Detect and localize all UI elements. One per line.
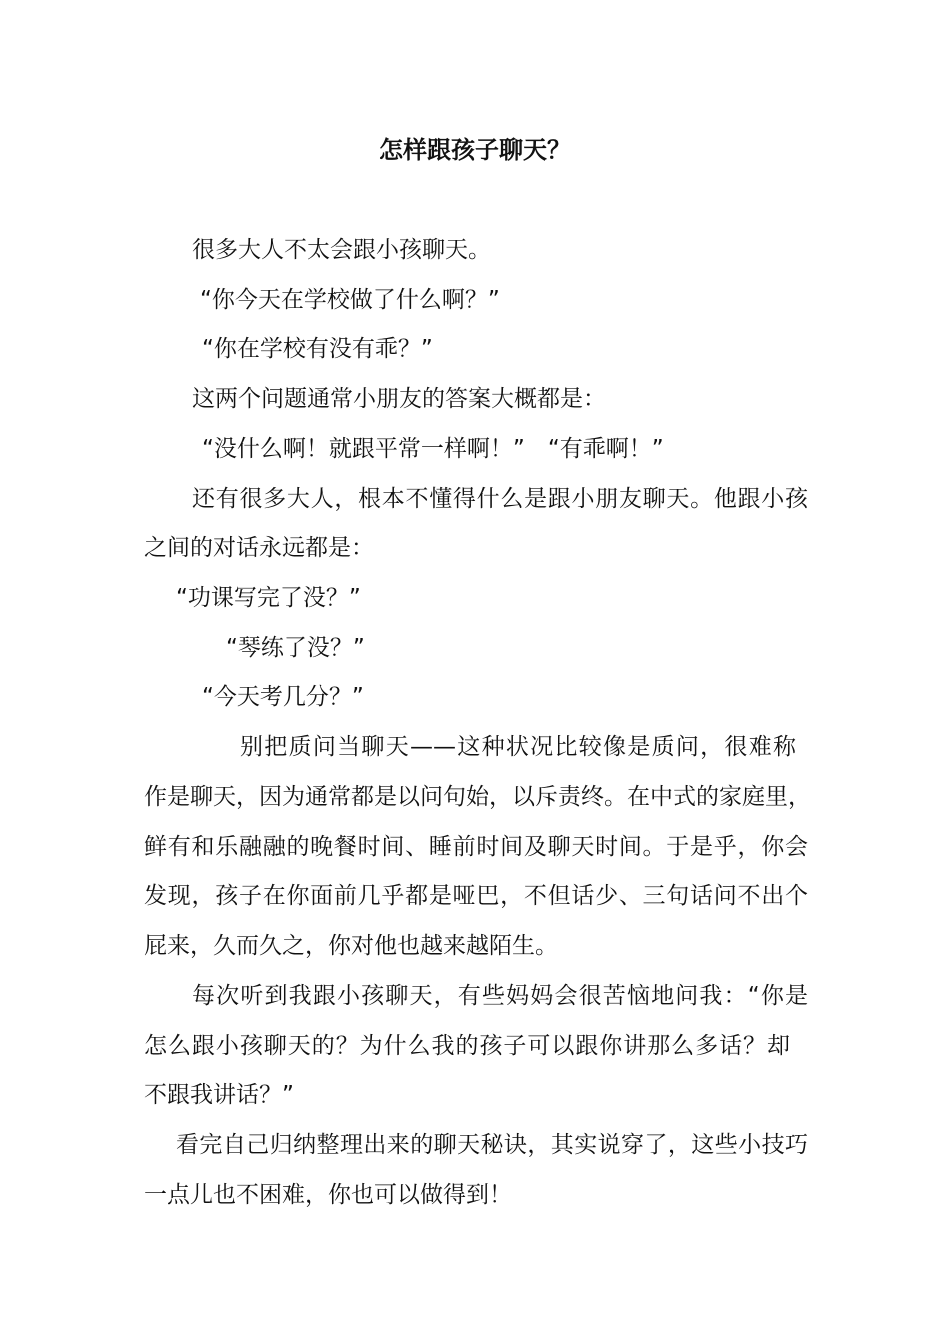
paragraph-line: 一点儿也不困难，你也可以做得到！ [144, 1182, 512, 1208]
paragraph-line: 作是聊天，因为通常都是以问句始，以斥责终。在中式的家庭里， [144, 784, 811, 810]
paragraph-line: 还有很多大人，根本不懂得什么是跟小朋友聊天。他跟小孩 [192, 486, 808, 512]
paragraph-line: 每次听到我跟小孩聊天，有些妈妈会很苦恼地问我：“你是 [192, 983, 808, 1009]
paragraph-line: 屁来，久而久之，你对他也越来越陌生。 [144, 933, 558, 959]
document-title: 怎样跟孩子聊天？ [379, 136, 571, 164]
paragraph-line: “你今天在学校做了什么啊？” [200, 287, 500, 313]
paragraph-line: 看完自己归纳整理出来的聊天秘诀，其实说穿了，这些小技巧 [176, 1132, 808, 1158]
paragraph-line: 这两个问题通常小朋友的答案大概都是： [192, 386, 606, 412]
paragraph-line: “功课写完了没？” [176, 585, 361, 611]
paragraph-line: 很多大人不太会跟小孩聊天。 [192, 237, 491, 263]
paragraph-line: 别把质问当聊天——这种状况比较像是质问，很难称 [240, 734, 796, 760]
paragraph-line: 发现，孩子在你面前几乎都是哑巴，不但话少、三句话问不出个 [144, 883, 808, 909]
paragraph-line: “你在学校有没有乖？” [202, 336, 433, 362]
paragraph-line: 之间的对话永远都是： [144, 535, 374, 561]
paragraph-line: 鲜有和乐融融的晚餐时间、睡前时间及聊天时间。于是乎，你会 [144, 834, 808, 860]
paragraph-line: 怎么跟小孩聊天的？为什么我的孩子可以跟你讲那么多话？却 [144, 1033, 790, 1059]
paragraph-line: “琴练了没？” [226, 635, 365, 661]
paragraph-line: “没什么啊！就跟平常一样啊！” “有乖啊！” [202, 436, 664, 462]
paragraph-line: “今天考几分？” [202, 684, 364, 710]
paragraph-line: 不跟我讲话？” [144, 1082, 294, 1108]
